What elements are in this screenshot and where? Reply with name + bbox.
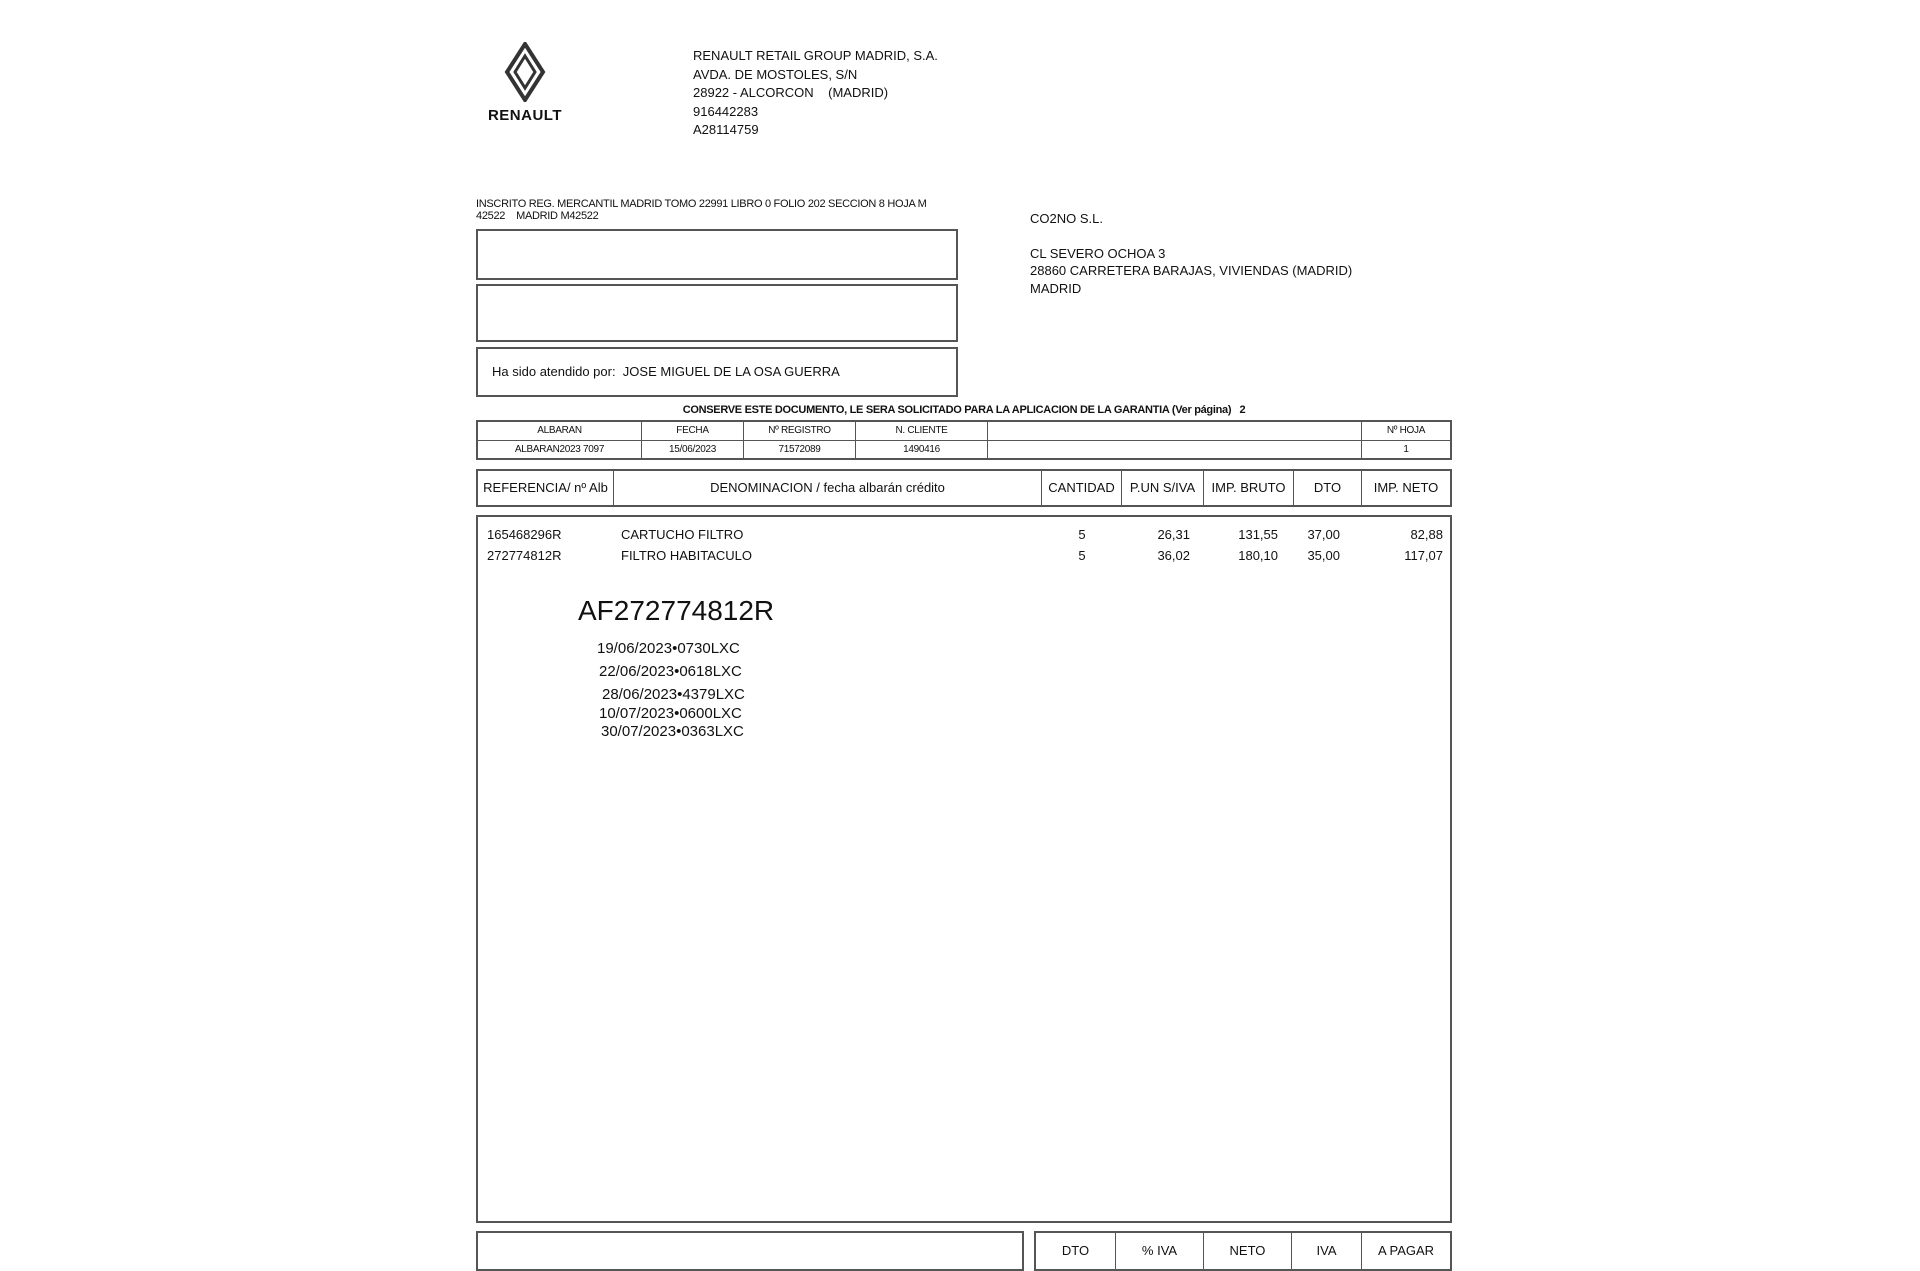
col-description: DENOMINACION / fecha albarán crédito [614,471,1042,505]
footer-net: NETO [1204,1233,1292,1269]
registry-line-1: INSCRITO REG. MERCANTIL MADRID TOMO 22991 LIBRO 0 FOLIO 202 SECCION 8 HOJA M [476,198,927,210]
col-discount: DTO [1294,471,1362,505]
item-dto: 37,00 [1307,527,1340,542]
item-unit: 26,31 [1157,527,1190,542]
item-gross: 131,55 [1238,527,1278,542]
col-gross: IMP. BRUTO [1204,471,1294,505]
item-qty: 5 [1078,548,1086,563]
customer-city: 28860 CARRETERA BARAJAS, VIVIENDAS (MADRID) [1030,263,1353,278]
header-label: FECHA [642,422,744,440]
company-phone: 916442283 [693,103,759,119]
items-column-header [476,469,1452,507]
renault-diamond-icon [503,42,547,102]
items-body [476,515,1452,1223]
header-label: Nº HOJA [1386,425,1426,436]
header-value: 1 [1403,444,1409,455]
header-value: 71572089 [744,441,856,459]
customer-info [1030,210,1450,297]
header-values-row [478,441,1450,459]
header-label: ALBARAN [478,422,642,440]
header-label: Nº REGISTRO [744,422,856,440]
col-reference: REFERENCIA/ nº Alb [478,471,614,505]
item-unit: 36,02 [1157,548,1190,563]
item-net: 82,88 [1410,527,1443,542]
item-ref: 272774812R [487,548,562,563]
customer-name: CO2NO S.L. [1030,211,1103,226]
item-net: 117,07 [1404,548,1443,563]
header-label [988,422,1362,440]
header-value: 1490416 [856,441,988,459]
registry-line-2: 42522 MADRID M42522 [476,210,599,222]
col-quantity: CANTIDAD [1042,471,1122,505]
footer-dto: DTO [1036,1233,1116,1269]
table-row [478,527,1450,547]
header-value [988,441,1362,459]
empty-box-2 [476,284,958,342]
item-desc: CARTUCHO FILTRO [621,527,744,542]
header-label: N. CLIENTE [856,422,988,440]
company-info [693,47,1013,140]
table-row [478,548,1450,568]
footer-to-pay: A PAGAR [1377,1243,1435,1258]
col-net: IMP. NETO [1373,480,1439,495]
footer-vat: IVA [1292,1233,1362,1269]
footer-left-box [476,1231,1024,1271]
customer-province: MADRID [1030,280,1082,296]
header-labels-row [478,422,1450,441]
item-ref: 165468296R [487,527,562,542]
warranty-notice: CONSERVE ESTE DOCUMENTO, LE SERA SOLICITADO PARA LA APLICACION DE LA GARANTIA (Ver página) 2 [682,404,1246,416]
footer-totals [1034,1231,1452,1271]
item-qty: 5 [1078,527,1086,542]
footer-vat-pct: % IVA [1116,1233,1204,1269]
company-address: AVDA. DE MOSTOLES, S/N [693,66,858,82]
handwritten-line: 28/06/2023•4379LXC [602,686,745,703]
delivery-header-table [476,420,1452,460]
company-cif: A28114759 [693,122,759,137]
registry-info [476,198,1006,222]
brand-word: RENAULT [487,107,563,124]
renault-logo [470,42,580,142]
item-dto: 35,00 [1307,548,1340,563]
header-value: 15/06/2023 [642,441,744,459]
handwritten-line: 22/06/2023•0618LXC [599,663,742,680]
company-name: RENAULT RETAIL GROUP MADRID, S.A. [693,48,938,63]
item-gross: 180,10 [1238,548,1278,563]
attended-by: Ha sido atendido por: JOSE MIGUEL DE LA OSA GUERRA [492,364,840,379]
item-desc: FILTRO HABITACULO [621,548,752,563]
customer-street: CL SEVERO OCHOA 3 [1030,245,1166,261]
empty-box-1 [476,229,958,280]
header-value: ALBARAN2023 7097 [478,441,642,459]
handwritten-reference: AF272774812R [578,595,775,626]
company-city: 28922 - ALCORCON (MADRID) [693,85,889,100]
handwritten-line: 10/07/2023•0600LXC [599,705,742,722]
col-unit-price: P.UN S/IVA [1122,471,1204,505]
handwritten-line: 19/06/2023•0730LXC [597,640,740,657]
attended-box [476,347,958,397]
handwritten-line: 30/07/2023•0363LXC [601,723,744,740]
